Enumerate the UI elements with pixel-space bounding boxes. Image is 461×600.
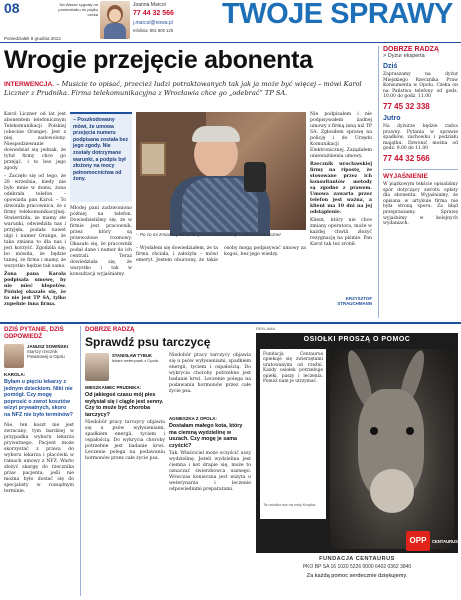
qa-question-label: KAROLA: xyxy=(4,372,26,377)
vet-question: Od jakiegoś czasu mój pies wyłysiał się i ciągle jest senny. Czy to może być choroba tarczycy? xyxy=(85,392,164,418)
lead-tag: INTERWENCJA. xyxy=(4,81,55,88)
vet-title: Sprawdź psu tarczycę xyxy=(85,335,211,349)
vet-answer-2: Tak. Właściciel może oczyścić uszy wydzielinę. Jeżeli wydzielina jest ciemna i kot drapie się, może to oznaczać świerzbowca usznego. Wówczas konieczna jest wizyta u weterynarza i leczenie odpowiednimi preparatami. xyxy=(169,451,251,493)
vet-avatar xyxy=(85,353,109,381)
col1-paragraph-3: Żona pana Karola podpisała umowę, by nie mieć kłopotów. Później okazało się, że to nie jest TP SA, tylko zupełnie inna firma. xyxy=(4,272,66,307)
header-divider xyxy=(0,42,461,43)
vet-answer-continued xyxy=(169,353,251,413)
reporter-email[interactable]: j.marcol@nowa.pl xyxy=(133,20,173,26)
article-column-2 xyxy=(70,206,132,302)
article-column-4 xyxy=(310,112,372,296)
reporter-name: Joanna Marcol xyxy=(133,2,166,8)
sidebar-tomorrow-label: Jutro xyxy=(383,114,401,122)
vet-question-2: Dostałam małego kota, który ma ciemną wydzielinę w uszach. Czy mogę je sama czyścić? xyxy=(169,423,243,449)
page-header xyxy=(0,0,461,42)
sidebar-title: DOBRZE RADZĄ xyxy=(383,46,439,53)
col3-paragraph-1: – Wysłałem się dowiedziałem, że ta firma chciała, i założyła – mówi emeryt. Jestem oburzony, że takie osoby mogą podpisywać umowy za kogoś, bez jego wiedzy. xyxy=(136,246,306,263)
vet-answer-cont-text: Niedobór pracy tarczycy objawia się u psów wyłysieniami, spadkiem energii, tyciem i ospałością. Do wykrycia choroby potrzebne jest badanie krwi. Leczenie polega na podawaniu hormonów przez całe życie psa. xyxy=(169,353,251,394)
sidebar-tomorrow-text: Na dyżurze będzie radca prawny. Pytania w sprawie spadków, zachowku i podziału majątku. Dzwonić można od godz. 9.00 do 11.00 xyxy=(383,123,458,152)
article-column-3 xyxy=(136,246,306,302)
col4-paragraph-2: Rzecznik wrocławskiej firmy na ripostę, że stosowane przez ich konsultantów metody są zgodne z prawem. Umowa zawarta przez telefon jest ważna, a klient ma 10 dni na jej odstąpienie. xyxy=(310,162,372,215)
ad-footer xyxy=(256,553,458,595)
qa-section-title: DZIŚ PYTANIE, DZIŚ ODPOWIEDŹ xyxy=(4,326,64,340)
vet-question-2-label: AGNIESZKA Z OPOLA: xyxy=(169,416,217,421)
donkey-photo xyxy=(330,349,454,549)
sidebar-subtitle: > Dyżur eksperta xyxy=(383,53,425,59)
section-title: TWOJE SPRAWY xyxy=(222,0,453,30)
article-column-1 xyxy=(4,112,66,307)
article-author: KRZYSZTOF STRAUCHMANN xyxy=(337,296,372,306)
ad-brand: CENTAURUS xyxy=(432,539,458,544)
col2-paragraph-1: Młodej pani zadzwoniono później na telefon. Dowiedzieliśmy się, że w firmie jest pracownik, przez który są przewożone rozmowy. Okazało się, że pracownik podał dane i numer do ich centrali. Teraz dowiedziała się, że wszystko i tak w konsultacji wyjaśniamy. xyxy=(70,206,132,277)
col4-paragraph-3: Klient, który nie chce zmiany operatora, może w każdej chwili złożyć rezygnację na piśmie. Pan Karol tak też zrobił. xyxy=(310,218,372,247)
photo-caption: – Po co mi zmiana, jeśli od lat jestem zadowolony – mówi Karol Liczner xyxy=(136,232,282,237)
article-photo xyxy=(136,112,306,230)
explain-title: WYJAŚNIENIE xyxy=(383,172,428,180)
reporter-avatar xyxy=(100,1,130,39)
sidebar-phone-1[interactable]: 77 45 32 338 xyxy=(383,101,430,111)
qa-question: Byłam u pięciu lekarzy z jednym dzieckiem. Nikt nie pomógł. Czy mogę poprosić o zwrot kosztów wizyt prywatnych, skoro na NFZ nie było terminów? xyxy=(4,379,73,418)
pull-quote-text: – Poszkodowany mówi, że umowa przejęcia numeru podpisana została bez jego zgody. Nie zostały dotrzymane warunki, a podpis był złożony na mocy pełnomocnictwa od żony. xyxy=(73,117,129,183)
vet-name: STANISŁAW TYBUK xyxy=(112,353,152,358)
col1-paragraph-1: Karol Liczner od lat jest abonentem telefonicznym Telekomunikacji Polskiej (obecnie Orange). Jest z niej zadowolony. Niespodziewanie dowiedział się jednak, że tytuł firmy chce go przejąć, i to bez jego zgody. xyxy=(4,112,66,171)
vet-role: lekarz weterynarii z Opola xyxy=(112,358,159,363)
infoline: Infolinia: 801 800 129 xyxy=(133,28,174,33)
article-title: Wrogie przejęcie abonenta xyxy=(4,46,313,74)
col1-paragraph-2: – Zaczęło się od tego, że 28 września, kiedy nie było mnie w domu, żona odebrała telefon – opowiada pan Karol. – To dzwoniła pracownica, że z firmy telekomunikacyjnej. Stwierdziła, że mamy złe warunki, odwiedziła nas i przyjęła, podała nawet ulgi i numer Orange, że taka zmiana to dla nas i jest korzyść. Zgodziła się, bo mówiła, że będzie taniej, że firma i mamy, że wszystko będzie tak samo. xyxy=(4,174,66,269)
ad-title: OSIOŁKI PROSZĄ O POMOC xyxy=(303,336,411,343)
ad-label: REKLAMA xyxy=(256,326,276,331)
sidebar-today-text: Zapraszamy na dyżur Miejskiego Rzecznika Praw Konsumenta w Opolu. Czeka on na Państwa telefony od godz. 10.00 do godz. 11.00 xyxy=(383,72,458,100)
ad-frame xyxy=(256,333,458,595)
page-number: 08 xyxy=(4,0,20,16)
issue-date: Poniedziałek 9 grudnia 2013 xyxy=(4,36,61,41)
ad-foundation: FUNDACJA CENTAURUS xyxy=(319,556,395,562)
sidebar-today-label: Dziś xyxy=(383,63,398,70)
opp-badge: OPP xyxy=(406,531,430,551)
vet-question-label: MIESZKANIEC PRUDNIKA: xyxy=(85,385,142,390)
qa-answer: Nie, ten koszt nie jest zwracany, tym bardziej w przypadku wyboru lekarza prywatnego. Pacjent może skorzystać z prawa do wyboru lekarza i placówki w ramach umowy z NFZ. Warto złożyć skargę do rzecznika praw pacjenta, jeśli nie można było dostać się do specjalisty w rozsądnym terminie. xyxy=(4,422,74,494)
lead-text: – Musicie to opisać, przecież ludzi potraktowanych tak jak ja może być więcej – mówi Karol Liczner z Prudnika. Firma telekomunikacyjna z Wrocławia chce go „odebrać” TP SA. xyxy=(4,80,362,98)
ad-text-box xyxy=(260,349,326,519)
article-lead xyxy=(4,80,370,98)
qa-expert-name: JANUSZ SOWIŃSKI xyxy=(27,344,68,349)
section-divider xyxy=(0,322,461,324)
qa-expert-role: Starszy rzecznik Powiatowej w Opolu xyxy=(27,349,65,359)
contact-intro: Na Wasze sygnały od poniedziałku do piątku czeka xyxy=(58,2,98,17)
advertisement xyxy=(256,326,458,596)
ad-thanks: Za każdą pomoc serdecznie dziękujemy. xyxy=(306,573,408,579)
ad-caption: Ta osiołka ma na imię Kropka xyxy=(263,502,316,507)
sidebar-phone-2[interactable]: 77 44 32 566 xyxy=(383,153,430,163)
explain-text: W piątkowym tekście opisaliśmy spór dotyczący zwrotu opłaty dla abonenta. Wyjaśniamy, że opisana w artykule firma nie była stroną sporu. Za błąd przepraszamy. Sprawę wyjaśnimy w kolejnych wydaniach. xyxy=(383,181,458,227)
ad-account[interactable]: PKO BP SA 16 1020 5226 0000 6402 0362 3840 xyxy=(302,564,412,570)
vet-section-label: DOBRZE RADZĄ xyxy=(85,326,135,333)
pull-quote xyxy=(70,112,132,202)
ad-text: Fundacja Centaurus opiekuje się zwierzętami uratowanymi od rzeźni. Każdy osiołek potrzebuje opieki, paszy i leczenia. Pomóż nam je utrzymać. xyxy=(263,352,323,385)
vet-answer: Niedobór pracy tarczycy objawia się u psów wyłysieniami, spadkiem energii, tyciem i ospałością. Do wykrycia choroby potrzebne jest badanie krwi. Leczenie polega na podawaniu hormonów przez całe życie psa. xyxy=(85,420,165,462)
qa-section xyxy=(4,326,74,596)
col4-paragraph-1: Nie podpisałem i nie podpisywałem żadnej umowy z firmą inną niż TP SA. Zgłosiłem sprawę na policję i do Urzędu Komunikacji Elektronicznej. Zażądałem unieważnienia umowy. xyxy=(310,112,372,159)
vet-section xyxy=(80,326,252,596)
expert-sidebar xyxy=(378,46,458,318)
reporter-phone[interactable]: 77 44 32 566 xyxy=(133,10,174,17)
expert-avatar xyxy=(4,344,24,368)
